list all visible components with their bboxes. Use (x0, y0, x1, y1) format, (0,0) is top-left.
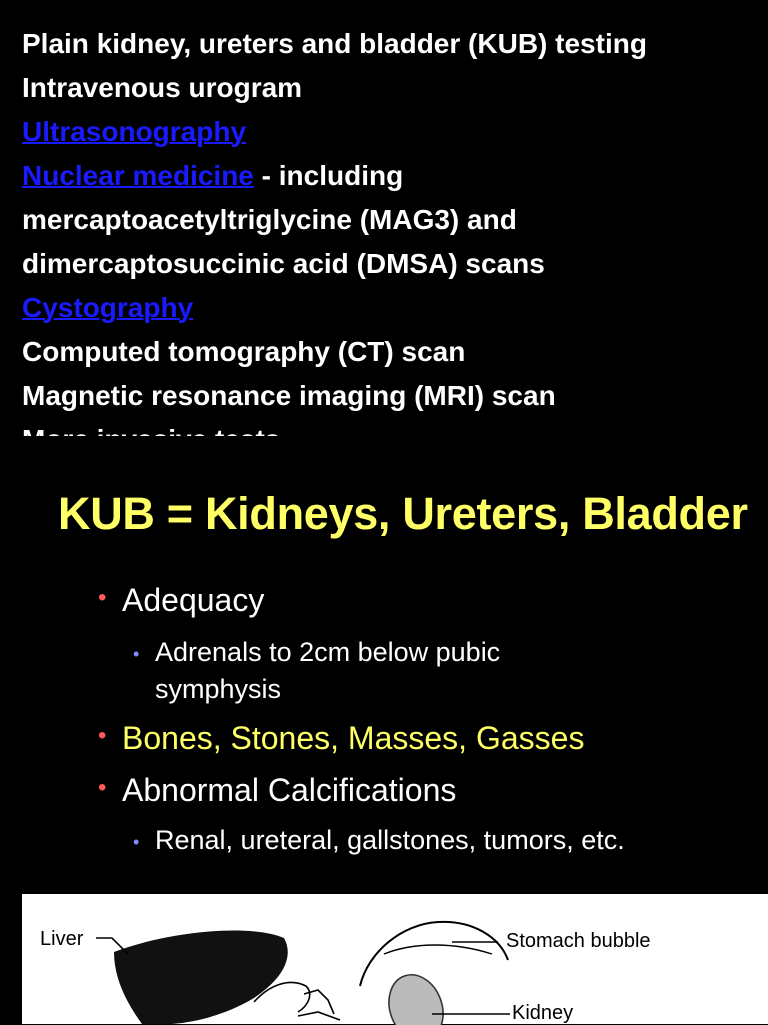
test-item-kub (22, 22, 768, 66)
bullet-bones-stones (98, 720, 585, 757)
bullet-text: Adrenals to 2cm below pubic (155, 637, 501, 667)
liver-shape (114, 930, 288, 1024)
test-item-text: Plain kidney, ureters and bladder (KUB) testing (22, 28, 647, 59)
kub-slide (0, 436, 768, 894)
bullet-text: symphysis (155, 674, 282, 704)
bullet-text: Adequacy (122, 582, 265, 618)
sub-bullet-adrenals (133, 634, 501, 671)
bullet-dot-icon: • (98, 722, 107, 749)
test-item-ultrasonography (22, 110, 768, 154)
sub-bullet-renal (133, 822, 625, 859)
test-item-mri (22, 374, 768, 418)
vertebra-outline (298, 990, 340, 1020)
test-item-text: - including (253, 160, 404, 191)
test-item-urogram (22, 66, 768, 110)
liver-label: Liver (40, 928, 84, 950)
kidney-label: Kidney (512, 1002, 574, 1024)
bullet-text: Renal, ureteral, gallstones, tumors, etc. (155, 825, 625, 855)
sub-bullet-symphysis (155, 671, 281, 708)
bullet-text: Bones, Stones, Masses, Gasses (122, 720, 585, 756)
bullet-dot-icon: • (133, 832, 140, 852)
test-item-text: mercaptoacetyltriglycine (MAG3) and (22, 204, 517, 235)
test-item-nuclear-medicine (22, 154, 768, 198)
test-item-text: Magnetic resonance imaging (MRI) scan (22, 380, 556, 411)
bullet-dot-icon: • (133, 644, 140, 664)
nuclear-medicine-link[interactable]: Nuclear medicine (22, 160, 254, 191)
abdomen-diagram (22, 894, 768, 1024)
tests-list (0, 0, 768, 462)
stomach-outline (360, 922, 508, 986)
test-item-mag3 (22, 198, 768, 242)
stomach-bubble-line (384, 945, 492, 954)
bullet-dot-icon: • (98, 774, 107, 801)
kidney-shape (380, 967, 452, 1025)
bullet-dot-icon: • (98, 584, 107, 611)
test-item-ct (22, 330, 768, 374)
bullet-calcifications (98, 772, 457, 809)
test-item-dmsa (22, 242, 768, 286)
abdomen-illustration (22, 894, 768, 1024)
test-item-text: Intravenous urogram (22, 72, 303, 103)
ultrasonography-link[interactable]: Ultrasonography (22, 116, 247, 147)
bullet-adequacy (98, 582, 265, 619)
test-item-text: dimercaptosuccinic acid (DMSA) scans (22, 248, 545, 279)
kub-title: KUB = Kidneys, Ureters, Bladder (58, 488, 748, 539)
cystography-link[interactable]: Cystography (22, 292, 194, 323)
stomach-bubble-label: Stomach bubble (506, 930, 651, 952)
bullet-text: Abnormal Calcifications (122, 772, 457, 808)
tests-slide (0, 0, 768, 436)
test-item-cystography (22, 286, 768, 330)
test-item-text: Computed tomography (CT) scan (22, 336, 466, 367)
